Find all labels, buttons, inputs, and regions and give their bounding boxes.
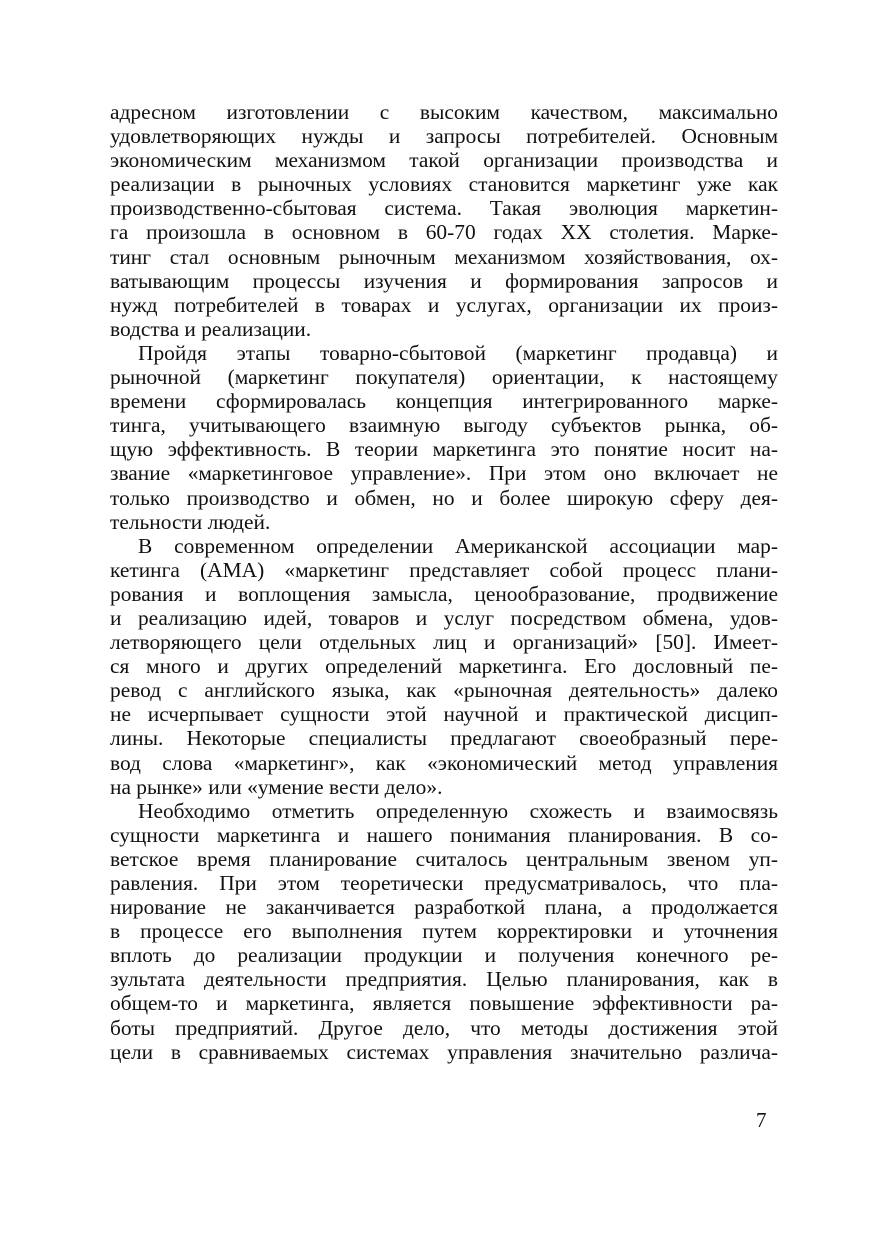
text-line: времени сформировалась концепция интегрированного марке- [110,389,778,414]
text-line: не исчерпывает сущности этой научной и практической дисцип- [110,702,778,727]
text-line: тинг стал основным рыночным механизмом хозяйствования, ох- [110,244,778,269]
text-line: и реализацию идей, товаров и услуг посредством обмена, удов- [110,605,778,630]
text-line: тельности людей. [110,509,271,534]
text-line: летворяющего цели отдельных лиц и организаций» [50]. Имеет- [110,630,778,655]
text-line: экономическим механизмом такой организации производства и [110,148,778,173]
text-line: га произошла в основном в 60-70 годах XX столетия. Марке- [110,220,778,245]
text-line: Необходимо отметить определенную схожесть и взаимосвязь [138,798,778,823]
text-line: щую эффективность. В теории маркетинга это понятие носит на- [110,437,778,462]
text-line: рования и воплощения замысла, ценообразование, продвижение [110,581,778,606]
page-body [110,100,778,1064]
text-line: ревод с английского языка, как «рыночная деятельность» далеко [110,678,778,703]
text-line: рыночной (маркетинг покупателя) ориентации, к настоящему [110,365,778,390]
text-line: зультата деятельности предприятия. Целью планирования, как в [110,967,778,992]
text-line: ветское время планирование считалось центральным звеном уп- [110,846,778,871]
text-line: вод слова «маркетинг», как «экономический метод управления [110,750,778,775]
text-line: водства и реализации. [110,316,312,341]
text-line: ся много и других определений маркетинга. Его дословный пе- [110,654,778,679]
text-line: сущности маркетинга и нашего понимания планирования. В со- [110,822,778,847]
text-line: вплоть до реализации продукции и получения конечного ре- [110,943,778,968]
text-line: лины. Некоторые специалисты предлагают своеобразный пере- [110,726,778,751]
text-line: В современном определении Американской ассоциации мар- [138,533,778,558]
text-line: боты предприятий. Другое дело, что методы достижения этой [110,1015,778,1040]
text-line: ватывающим процессы изучения и формирования запросов и [110,268,778,293]
text-line: нужд потребителей в товарах и услугах, организации их произ- [110,292,778,317]
paragraph [110,341,778,534]
text-line: звание «маркетинговое управление». При этом оно включает не [110,461,778,486]
text-line: нирование не заканчивается разработкой плана, а продолжается [110,895,778,920]
text-line: в процессе его выполнения путем корректировки и уточнения [110,919,778,944]
text-line: равления. При этом теоретически предусматривалось, что пла- [110,871,778,895]
text-line: цели в сравниваемых системах управления значительно различа- [110,1039,778,1064]
page-number: 7 [756,1108,767,1132]
paragraph [110,799,778,1064]
text-line: только производство и обмен, но и более широкую сферу дея- [110,485,778,510]
text-body [110,100,778,1064]
text-line: на рынке» или «умение вести дело». [110,774,443,799]
text-line: удовлетворяющих нужды и запросы потребителей. Основным [110,124,778,149]
text-line: кетинга (АМА) «маркетинг представляет собой процесс плани- [110,557,778,582]
text-line: производственно-сбытовая система. Такая эволюция маркетин- [110,196,778,221]
text-line: общем-то и маркетинга, является повышение эффективности ра- [110,991,778,1016]
text-line: адресном изготовлении с высоким качеством, максимально [110,100,778,124]
text-line: Пройдя этапы товарно-сбытовой (маркетинг продавца) и [138,340,778,365]
text-line: реализации в рыночных условиях становится маркетинг уже как [110,172,778,197]
paragraph [110,534,778,799]
paragraph [110,100,778,341]
text-line: тинга, учитывающего взаимную выгоду субъектов рынка, об- [110,413,778,438]
